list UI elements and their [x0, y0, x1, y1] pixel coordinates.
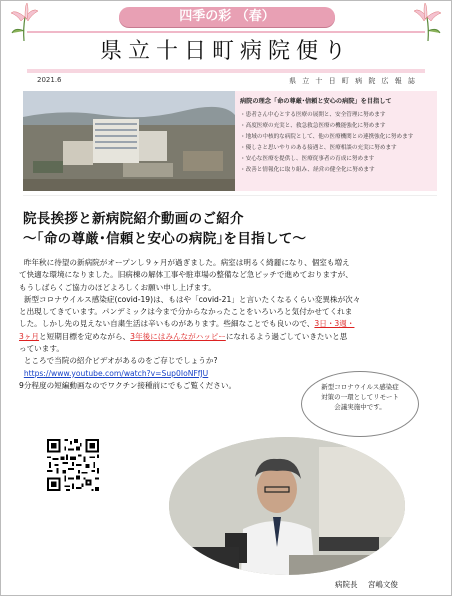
newsletter-title: 県立十日町病院便り: [27, 31, 425, 73]
qr-code[interactable]: [45, 437, 101, 493]
body-line: っています。: [19, 344, 64, 354]
body-line: と出現してきています。パンデミックは今まで分からなかったことをいろいろと気付かせてくれま: [19, 307, 353, 317]
highlight-text: 3ヶ月: [19, 331, 40, 341]
speech-bubble: [301, 371, 419, 437]
philosophy-item: ・ 患者さん中心とする医療の展開と、安全管理に努めます: [240, 110, 432, 121]
body-line: した。しかし先の見えない自粛生活は辛いものがあります。些細なことでも良いので、3日・3週・: [19, 319, 355, 329]
philosophy-list: [240, 110, 432, 176]
director-meeting-photo: [169, 437, 405, 575]
philosophy-item: ・ 改善と情報化に取り組み、経営の健全化に努めます: [240, 165, 432, 176]
body-line: 昨年秋に待望の新病院がオープンし９ヶ月が過ぎました。病室は明るく綺麗になり、個室も増え: [23, 258, 350, 267]
hospital-aerial-photo: [23, 91, 235, 191]
title-underline: [27, 69, 425, 73]
bubble-line: 対策の一環としてリモート: [321, 393, 399, 401]
season-banner: 四季の彩 （春）: [119, 7, 335, 27]
philosophy-item: ・ 安心な医療を提供し、医療従事者の育成に努めます: [240, 154, 432, 165]
author-signature: [335, 579, 398, 590]
body-line: 3ヶ月と短期目標を定めながら、3年後にはみんながハッピーになれるよう過ごしていきたいと思: [19, 331, 348, 341]
body-line: もうしばらくご協力のほどよろしくお願い申し上げます。: [19, 282, 216, 292]
bubble-line: 新型コロナウイルス感染症: [321, 383, 399, 391]
section-divider: [23, 195, 437, 196]
body-line: 9分程度の短編動画なのでワクチン接種前にでもご覧ください。: [19, 380, 237, 390]
philosophy-item: ・ 優しさと思いやりのある接遇と、医療相談の充実に努めます: [240, 143, 432, 154]
hospital-philosophy-panel: [235, 91, 437, 191]
philosophy-item: ・ 高度医療の充実と、救急救急医療の機能強化に努めます: [240, 121, 432, 132]
body-line: 新型コロナウイルス感染症(covid-19)は、もはや「covid-21」と言いたくなるくらい変異株が次々: [23, 294, 361, 304]
body-line: ところで当院の紹介ビデオがあるのをご存じでしょうか?: [23, 356, 218, 366]
article-subheadline: ～｢命の尊厳･信頼と安心の病院｣を目指して～: [23, 231, 307, 247]
highlight-text: 3年後にはみんながハッピー: [130, 331, 226, 341]
philosophy-heading: 病院の理念「命の尊厳･信頼と安心の病院」を目指して: [240, 98, 392, 105]
youtube-video-link[interactable]: https://www.youtube.com/watch?v=Sup0IoNFfJU: [23, 368, 209, 378]
philosophy-item: ・ 地域の中核的な病院として、他の医療機関との連携強化に努めます: [240, 132, 432, 143]
author-role: 病院長: [335, 580, 358, 589]
body-line: て快適な環境になりました。旧病棟の解体工事や駐車場の整備など急ピッチで進めておりますが、: [19, 270, 353, 280]
article-headline: 院長挨拶と新病院紹介動画のご紹介: [23, 211, 244, 227]
author-name: 宮嶋文俊: [367, 580, 398, 589]
publisher-label: 県 立 十 日 町 病 院 広 報 誌: [288, 77, 417, 85]
issue-date: 2021.6: [37, 76, 62, 84]
bubble-line: 会議実施中です。: [334, 403, 386, 411]
highlight-text: 3日・3週・: [314, 319, 355, 329]
issue-info-bar: [7, 75, 447, 86]
